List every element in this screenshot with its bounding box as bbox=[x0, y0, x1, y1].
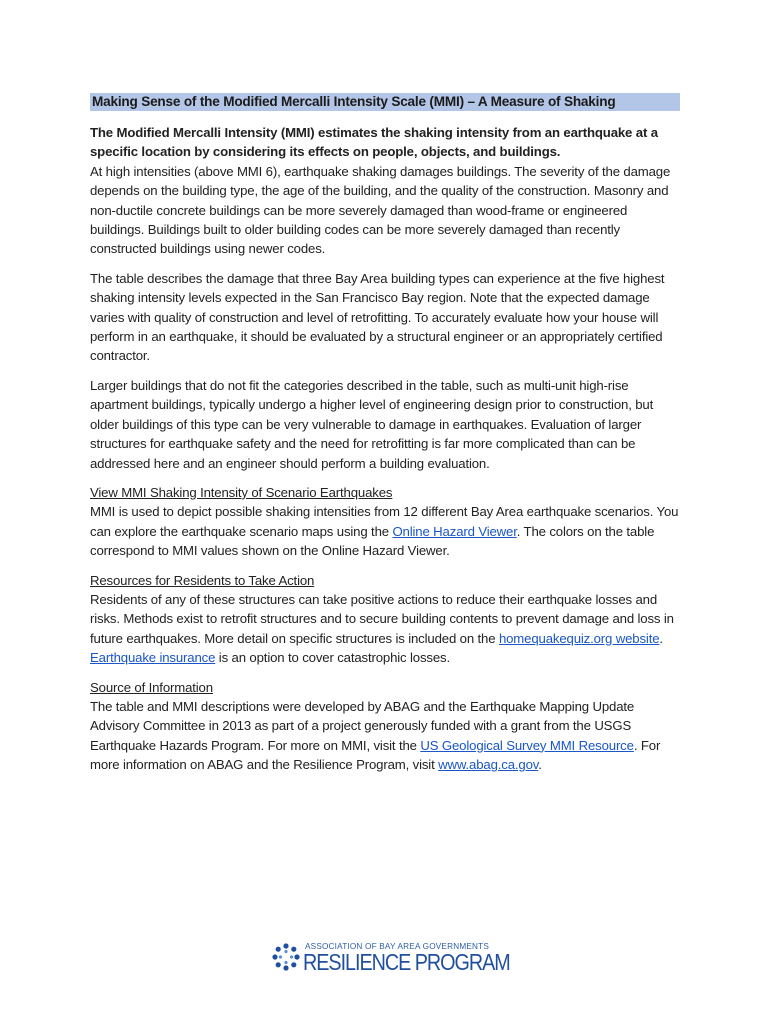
section-text-view-mmi bbox=[90, 502, 680, 560]
section-heading-view-mmi: View MMI Shaking Intensity of Scenario Earthquakes bbox=[90, 484, 393, 500]
usgs-mmi-resource-link[interactable]: US Geological Survey MMI Resource bbox=[420, 737, 634, 753]
intro-body: At high intensities (above MMI 6), earthquake shaking damages buildings. The severity of the damage depends on the building type, the age of the building, and the quality of the construction. Masonry and non-ductile concrete buildings can be more severely damaged than wood-frame or engineered buildings. Buildings built to older building codes can be more severely damaged than recently constructed buildings using newer codes. bbox=[90, 163, 671, 257]
resilience-program-logo bbox=[272, 940, 510, 980]
resources-text-after: is an option to cover catastrophic losses. bbox=[215, 650, 451, 666]
ring-of-dots-icon bbox=[272, 943, 300, 971]
source-text-after: . bbox=[538, 757, 542, 773]
logo-program-text: RESILIENCE PROGRAM bbox=[303, 949, 510, 975]
section-view-mmi bbox=[90, 483, 680, 561]
online-hazard-viewer-link[interactable]: Online Hazard Viewer bbox=[392, 523, 517, 539]
paragraph-larger-buildings: Larger buildings that do not fit the categories described in the table, such as multi-unit high-rise apartment buildings, typically undergo a higher level of engineering design prior to construction, but older buildings of this type can be very vulnerable to damage in earthquakes. Evaluation of larger structures for earthquake safety and the need for retrofitting is far more complicated than can be addressed here and an engineer should perform a building evaluation. bbox=[90, 377, 654, 471]
paragraph-building-types: The table describes the damage that three Bay Area building types can experience at the five highest shaking intensity levels expected in the San Francisco Bay region. Note that the expected damage varies with quality of construction and level of retrofitting. To accurately evaluate how your house will perform in an earthquake, it should be evaluated by a structural engineer or an appropriately certified contractor. bbox=[90, 270, 665, 364]
section-text-resources bbox=[90, 590, 680, 668]
view-text-after: . The colors on the table correspond to MMI values shown on the Online Hazard Viewer. bbox=[90, 523, 655, 559]
section-heading-source: Source of Information bbox=[90, 679, 213, 695]
resources-text-middle: . bbox=[659, 630, 663, 646]
intro-lead: The Modified Mercalli Intensity (MMI) estimates the shaking intensity from an earthquake at a specific location by considering its effects on people, objects, and buildings. bbox=[90, 125, 658, 160]
page-title: Making Sense of the Modified Mercalli Intensity Scale (MMI) – A Measure of Shaking bbox=[90, 93, 680, 111]
logo-association-text: ASSOCIATION OF BAY AREA GOVERNMENTS bbox=[305, 942, 489, 951]
section-text-source bbox=[90, 697, 680, 775]
section-heading-resources: Resources for Residents to Take Action bbox=[90, 572, 315, 588]
section-resources bbox=[90, 571, 680, 668]
resources-text-before: Residents of any of these structures can take positive actions to reduce their earthquake losses and risks. Methods exist to retrofit structures and to secure building contents to prevent damage and loss in future earthquakes. More detail on specific structures is included on the bbox=[90, 591, 674, 646]
source-text-middle: . For more information on ABAG and the Resilience Program, visit bbox=[90, 737, 661, 773]
source-text-before: The table and MMI descriptions were developed by ABAG and the Earthquake Mapping Update Advisory Committee in 2013 as part of a project generously funded with a grant from the USGS Earthquake Hazards Program. For more on MMI, visit the bbox=[90, 698, 635, 753]
homequakequiz-link[interactable]: homequakequiz.org website bbox=[498, 630, 660, 646]
section-source bbox=[90, 678, 680, 775]
earthquake-insurance-link[interactable]: Earthquake insurance bbox=[90, 650, 216, 666]
abag-website-link[interactable]: www.abag.ca.gov bbox=[438, 757, 539, 773]
view-text-before: MMI is used to depict possible shaking intensities from 12 different Bay Area earthquake scenarios. You can explore the earthquake scenario maps using the bbox=[90, 504, 679, 539]
